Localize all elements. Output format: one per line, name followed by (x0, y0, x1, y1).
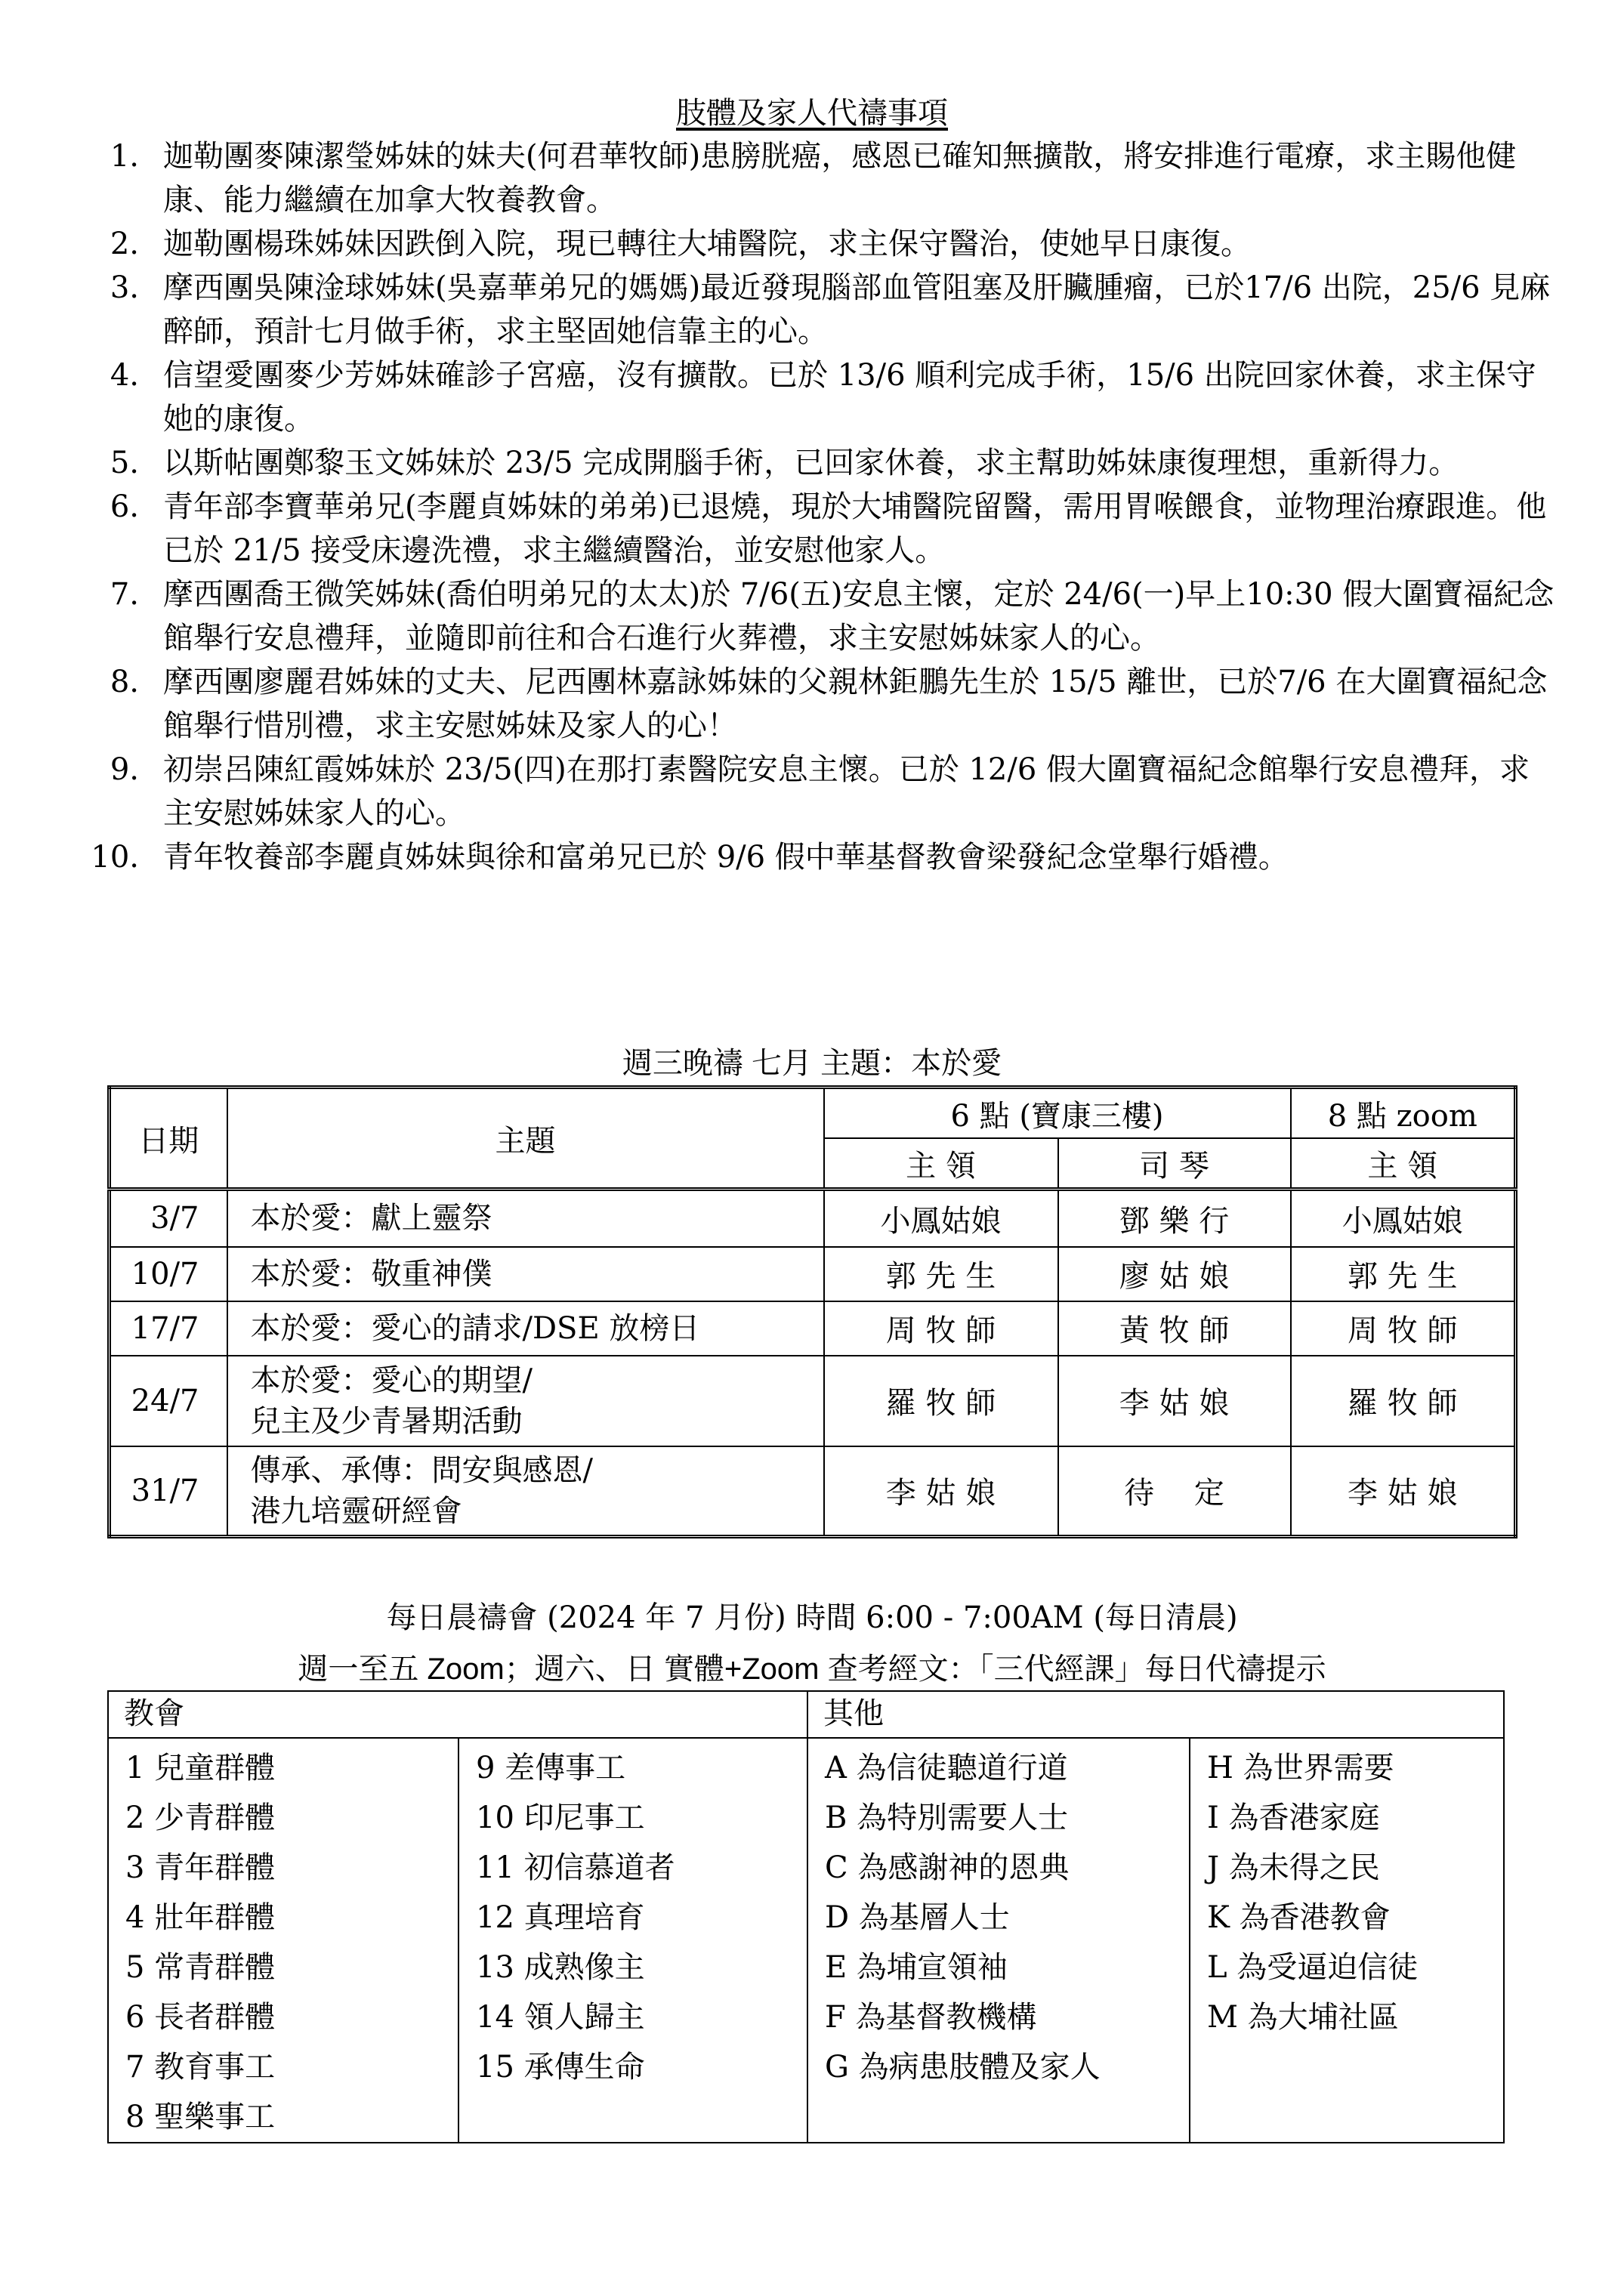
prayer-item: 7. 摩西團喬王微笑姊妹(喬伯明弟兄的太太)於 7/6(五)安息主懷，定於 24/6(一)早上10:30 假大圍寶福紀念館舉行安息禮拜，並隨即前往和合石進行火葬禮，求主安慰姊妹家人的心。 (110, 577, 1555, 656)
list-item: 8 聖樂事工 (125, 2100, 276, 2134)
list-item: 3 青年群體 (125, 1850, 276, 1885)
list-item: L 為受逼迫信徒 (1207, 1950, 1419, 1985)
row-lead-8pm: 李 姑 娘 (1291, 1446, 1516, 1537)
list-item: D 為基層人士 (825, 1900, 1010, 1935)
table-row (110, 1446, 1516, 1537)
list-item: K 為香港教會 (1207, 1900, 1391, 1935)
list-item: B 為特別需要人士 (825, 1801, 1069, 1835)
row-lead-6pm: 羅 牧 師 (824, 1356, 1058, 1446)
header-lead-6pm: 主 領 (824, 1138, 1058, 1190)
row-theme: 本於愛：獻上靈祭 (227, 1190, 824, 1247)
row-date: 10/7 (110, 1247, 227, 1301)
prayer-section-title: 肢體及家人代禱事項 (676, 97, 948, 130)
header-6pm-group: 6 點 (寶康三樓) (824, 1088, 1291, 1139)
row-piano-6pm: 黃 牧 師 (1058, 1301, 1291, 1356)
prayer-topics-table (107, 1690, 1505, 2143)
row-date: 3/7 (110, 1190, 227, 1247)
prayer-item: 5. 以斯帖團鄭黎玉文姊妹於 23/5 完成開腦手術，已回家休養，求主幫助姊妹康復理想，重新得力。 (110, 446, 1459, 480)
row-piano-6pm: 鄧 樂 行 (1058, 1190, 1291, 1247)
list-item: H 為世界需要 (1207, 1751, 1394, 1785)
list-item: 14 領人歸主 (476, 2000, 645, 2035)
table-row (110, 1190, 1516, 1247)
row-piano-6pm: 李 姑 娘 (1058, 1356, 1291, 1446)
row-lead-6pm: 李 姑 娘 (824, 1446, 1058, 1537)
row-date: 31/7 (110, 1446, 227, 1537)
row-lead-8pm: 羅 牧 師 (1291, 1356, 1516, 1446)
header-piano-6pm: 司 琴 (1058, 1138, 1291, 1190)
row-piano-6pm: 廖 姑 娘 (1058, 1247, 1291, 1301)
list-item: G 為病患肢體及家人 (825, 2050, 1101, 2085)
row-lead-8pm: 郭 先 生 (1291, 1247, 1516, 1301)
row-theme: 本於愛：敬重神僕 (227, 1247, 824, 1301)
row-theme: 本於愛：愛心的期望/ 兒主及少青暑期活動 (227, 1356, 824, 1446)
row-date: 24/7 (110, 1356, 227, 1446)
prayer-item: 6. 青年部李寶華弟兄(李麗貞姊妹的弟弟)已退燒，現於大埔醫院留醫，需用胃喉餵食，並物理治療跟進。他已於 21/5 接受床邊洗禮，求主繼續醫治，並安慰他家人。 (110, 489, 1547, 568)
church-column-2 (458, 1738, 807, 2143)
list-item: 2 少青群體 (125, 1801, 276, 1835)
list-item: 11 初信慕道者 (476, 1850, 675, 1885)
topics-body-row (108, 1738, 1504, 2143)
other-label: 其他 (807, 1691, 1504, 1738)
list-item: I 為香港家庭 (1207, 1801, 1380, 1835)
list-item: M 為大埔社區 (1207, 2000, 1399, 2035)
list-item: 1 兒童群體 (125, 1751, 276, 1785)
topics-header-row (108, 1691, 1504, 1738)
list-item: 13 成熟像主 (476, 1950, 645, 1985)
list-item: C 為感謝神的恩典 (825, 1850, 1070, 1885)
row-lead-8pm: 周 牧 師 (1291, 1301, 1516, 1356)
morning-prayer-subtitle: 週一至五 Zoom；週六、日 實體+Zoom 查考經文：「三代經課」每日代禱提示 (298, 1653, 1326, 1686)
header-8pm-group: 8 點 zoom (1291, 1088, 1516, 1139)
row-lead-6pm: 郭 先 生 (824, 1247, 1058, 1301)
prayer-item: 4. 信望愛團麥少芳姊妹確診子宮癌，沒有擴散。已於 13/6 順利完成手術，15/6 出院回家休養，求主保守她的康復。 (110, 358, 1536, 437)
list-item: 4 壯年群體 (125, 1900, 276, 1935)
list-item: F 為基督教機構 (825, 2000, 1037, 2035)
church-column-1 (108, 1738, 458, 2143)
list-item: 6 長者群體 (125, 2000, 276, 2035)
prayer-item: 9. 初崇呂陳紅霞姊妹於 23/5(四)在那打素醫院安息主懷。已於 12/6 假大圍寶福紀念館舉行安息禮拜，求主安慰姊妹家人的心。 (110, 752, 1530, 831)
table-row (110, 1247, 1516, 1301)
church-label: 教會 (108, 1691, 807, 1738)
wednesday-schedule-table (107, 1085, 1517, 1538)
row-theme: 傳承、承傳：問安與感恩/ 港九培靈研經會 (227, 1446, 824, 1537)
header-lead-8pm: 主 領 (1291, 1138, 1516, 1190)
list-item: E 為埔宣領袖 (825, 1950, 1008, 1985)
header-date: 日期 (110, 1088, 227, 1190)
prayer-list (76, 134, 1556, 879)
prayer-item: 3. 摩西團吳陳淦球姊妹(吳嘉華弟兄的媽媽)最近發現腦部血管阻塞及肝臟腫瘤，已於17/6 出院，25/6 見麻醉師，預計七月做手術，求主堅固她信靠主的心。 (110, 270, 1551, 349)
list-item: 9 差傳事工 (476, 1751, 626, 1785)
row-lead-6pm: 周 牧 師 (824, 1301, 1058, 1356)
list-item: 5 常青群體 (125, 1950, 276, 1985)
row-lead-6pm: 小鳳姑娘 (824, 1190, 1058, 1247)
list-item: 7 教育事工 (125, 2050, 276, 2085)
other-column-1 (807, 1738, 1190, 2143)
table-header-row (110, 1088, 1516, 1139)
list-item: 15 承傳生命 (476, 2050, 645, 2085)
table-row (110, 1301, 1516, 1356)
row-date: 17/7 (110, 1301, 227, 1356)
prayer-item: 8. 摩西團廖麗君姊妹的丈夫、尼西團林嘉詠姊妹的父親林鉅鵬先生於 15/5 離世，已於7/6 在大圍寶福紀念館舉行惜別禮，求主安慰姊妹及家人的心！ (110, 665, 1548, 743)
prayer-item: 10. 青年牧養部李麗貞姊妹與徐和富弟兄已於 9/6 假中華基督教會梁發紀念堂舉行婚禮。 (91, 840, 1289, 875)
list-item: 10 印尼事工 (476, 1801, 645, 1835)
morning-prayer-title: 每日晨禱會 (2024 年 7 月份) 時間 6:00 - 7:00AM (每日清晨) (386, 1600, 1238, 1635)
other-column-2 (1190, 1738, 1504, 2143)
prayer-item: 2. 迦勒團楊珠姊妹因跌倒入院，現已轉往大埔醫院，求主保守醫治，使她早日康復。 (110, 227, 1251, 261)
wednesday-section-title: 週三晚禱 七月 主題：本於愛 (622, 1047, 1002, 1080)
list-item: 12 真理培育 (476, 1900, 645, 1935)
row-piano-6pm: 待 定 (1058, 1446, 1291, 1537)
header-theme: 主題 (227, 1088, 824, 1190)
prayer-item: 1. 迦勒團麥陳潔瑩姊妹的妹夫(何君華牧師)患膀胱癌，感恩已確知無擴散，將安排進行電療，求主賜他健康、能力繼續在加拿大牧養教會。 (110, 139, 1517, 218)
row-lead-8pm: 小鳳姑娘 (1291, 1190, 1516, 1247)
table-row (110, 1356, 1516, 1446)
list-item: J 為未得之民 (1207, 1850, 1380, 1885)
row-theme: 本於愛：愛心的請求/DSE 放榜日 (227, 1301, 824, 1356)
list-item: A 為信徒聽道行道 (825, 1751, 1068, 1785)
